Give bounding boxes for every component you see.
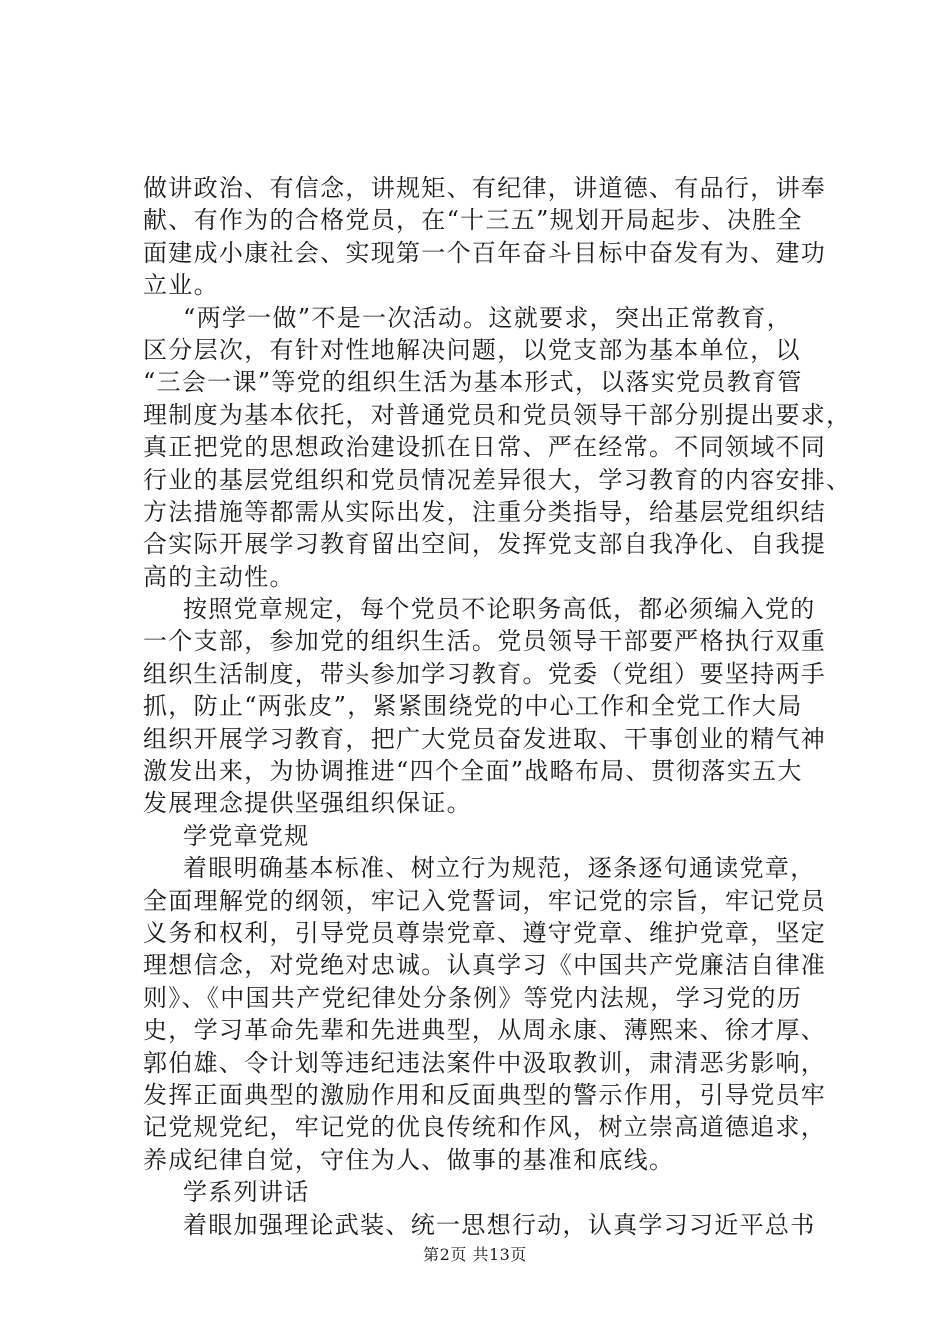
text-line: 学党章党规: [183, 821, 310, 850]
text-line: 全面理解党的纲领，牢记入党誓词，牢记党的宗旨，牢记党员: [143, 886, 827, 915]
text-line: 组织生活制度，带头参加学习教育。党委（党组）要坚持两手: [143, 659, 827, 688]
text-line: 发挥正面典型的激励作用和反面典型的警示作用，引导党员牢: [143, 1080, 827, 1109]
text-line: 郭伯雄、令计划等违纪违法案件中汲取教训，肃清恶劣影响，: [143, 1048, 827, 1077]
text-line: 义务和权利，引导党员尊崇党章、遵守党章、维护党章，坚定: [143, 918, 827, 947]
text-line: 史，学习革命先辈和先进典型，从周永康、薄熙来、徐才厚、: [143, 1016, 827, 1045]
text-line: 区分层次，有针对性地解决问题，以党支部为基本单位，以: [143, 335, 801, 364]
text-line: 学系列讲话: [183, 1178, 310, 1207]
text-line: 立业。: [143, 271, 219, 300]
text-line: 面建成小康社会、实现第一个百年奋斗目标中奋发有为、建功: [143, 238, 827, 267]
text-line: 激发出来，为协调推进“四个全面”战略布局、贯彻落实五大: [143, 757, 803, 786]
text-line: 着眼加强理论武装、统一思想行动，认真学习习近平总书: [183, 1210, 816, 1239]
text-line: “三会一课”等党的组织生活为基本形式，以落实党员教育管: [143, 368, 803, 397]
page-footer: 第2页 共13页: [423, 1245, 527, 1264]
text-line: 一个支部，参加党的组织生活。党员领导干部要严格执行双重: [143, 627, 827, 656]
text-line: 记党规党纪，牢记党的优良传统和作风，树立崇高道德追求，: [143, 1113, 827, 1142]
text-line: 组织开展学习教育，把广大党员奋发进取、干事创业的精气神: [143, 724, 827, 753]
text-line: 合实际开展学习教育留出空间，发挥党支部自我净化、自我提: [143, 530, 827, 559]
text-line: 按照党章规定，每个党员不论职务高低，都必须编入党的: [183, 595, 816, 624]
text-line: 则》、《中国共产党纪律处分条例》等党内法规，学习党的历: [143, 983, 803, 1012]
text-line: 理想信念，对党绝对忠诚。认真学习《中国共产党廉洁自律准: [143, 951, 827, 980]
text-line: 高的主动性。: [143, 562, 295, 591]
text-line: 做讲政治、有信念，讲规矩、有纪律，讲道德、有品行，讲奉: [143, 174, 827, 202]
document-body: [143, 172, 852, 1241]
text-line: 养成纪律自觉，守住为人、做事的基准和底线。: [143, 1145, 675, 1174]
text-line: 抓，防止“两张皮”，紧紧围绕党的中心工作和全党工作大局: [143, 692, 803, 721]
text-line: 发展理念提供坚强组织保证。: [143, 789, 472, 818]
text-line: 献、有作为的合格党员，在“十三五”规划开局起步、决胜全: [143, 206, 803, 235]
text-line: 真正把党的思想政治建设抓在日常、严在经常。不同领域不同: [143, 433, 827, 462]
text-line: 方法措施等都需从实际出发，注重分类指导，给基层党组织结: [143, 497, 827, 526]
text-line: 着眼明确基本标准、树立行为规范，逐条逐句通读党章，: [183, 854, 816, 883]
text-line: 行业的基层党组织和党员情况差异很大，学习教育的内容安排、: [143, 465, 852, 494]
text-line: “两学一做”不是一次活动。这就要求，突出正常教育，: [183, 303, 793, 332]
text-line: 理制度为基本依托，对普通党员和党员领导干部分别提出要求，: [143, 400, 852, 429]
